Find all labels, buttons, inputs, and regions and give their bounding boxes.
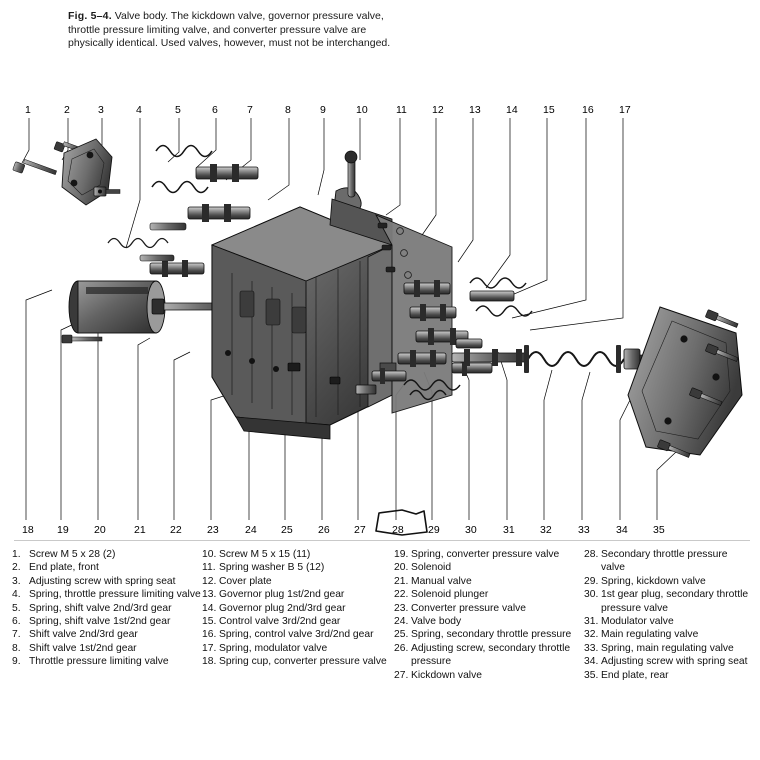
part-entry-21	[394, 575, 584, 588]
callout-13: 13	[469, 104, 481, 116]
part-label: Spring, converter pressure valve	[411, 549, 560, 560]
part-entry-17	[202, 642, 394, 655]
part-entry-12	[202, 575, 394, 588]
part-modulator-valve	[470, 291, 514, 301]
callout-19: 19	[57, 524, 69, 536]
part-label: Control valve 3rd/2nd gear	[219, 616, 341, 628]
callout-10: 10	[356, 104, 368, 116]
part-entry-20	[394, 561, 584, 574]
part-entry-11	[202, 561, 394, 574]
callout-33: 33	[578, 524, 590, 536]
part-number: 27.	[394, 669, 409, 681]
part-entry-31	[584, 615, 752, 628]
part-label: Spring, kickdown valve	[601, 575, 706, 587]
part-spring-modulator-valve	[476, 306, 532, 316]
part-group-governor-and-control-valves	[404, 278, 532, 345]
callout-7: 7	[247, 104, 253, 116]
part-entry-10	[202, 548, 394, 561]
exploded-valve-body-illustration	[0, 95, 760, 535]
part-entry-22	[394, 588, 584, 601]
part-entry-6	[12, 615, 202, 628]
callout-4: 4	[136, 104, 142, 116]
part-entry-28	[584, 548, 752, 575]
callout-21: 21	[134, 524, 146, 536]
part-label: Governor plug 1st/2nd gear	[219, 589, 345, 601]
part-entry-25	[394, 628, 584, 641]
parts-list	[12, 548, 752, 682]
part-group-front-end-plate	[13, 139, 168, 248]
part-number: 1.	[12, 549, 21, 560]
figure-caption	[68, 10, 398, 51]
part-label: Solenoid	[411, 562, 452, 574]
part-label: Solenoid plunger	[411, 589, 489, 601]
part-number: 23.	[394, 602, 409, 614]
part-label: Spring, modulator valve	[219, 642, 328, 654]
part-spring-main-regulating	[524, 345, 624, 373]
part-number: 12.	[202, 575, 217, 587]
part-label: Throttle pressure limiting valve	[29, 656, 169, 668]
part-label: Converter pressure valve	[411, 602, 527, 614]
part-label: Shift valve 2nd/3rd gear	[29, 629, 138, 641]
part-entry-33	[584, 642, 752, 655]
part-entry-35	[584, 669, 752, 682]
part-secondary-throttle-pressure-valve	[452, 360, 492, 376]
part-label: Modulator valve	[601, 616, 674, 628]
part-entry-29	[584, 575, 752, 588]
callout-9: 9	[320, 104, 326, 116]
part-group-rear-end-plate	[624, 307, 742, 459]
part-label: Screw M 5 x 15 (11)	[219, 549, 311, 560]
part-entry-7	[12, 628, 202, 641]
part-spring-throttle-pressure-limiting	[108, 239, 168, 248]
part-label: Adjusting screw with spring seat	[29, 575, 176, 587]
part-shift-valve-2nd-3rd	[196, 164, 258, 182]
callout-2: 2	[64, 104, 70, 116]
part-entry-34	[584, 655, 752, 668]
part-entry-32	[584, 628, 752, 641]
callout-22: 22	[170, 524, 182, 536]
part-number: 3.	[12, 575, 21, 587]
part-label: Spring, shift valve 1st/2nd gear	[29, 616, 171, 628]
part-number: 14.	[202, 602, 217, 614]
part-bolt-left-lower	[62, 335, 102, 343]
part-valve-body	[212, 207, 392, 439]
part-number: 17.	[202, 642, 217, 654]
part-number: 19.	[394, 549, 409, 560]
part-label: Spring, main regulating valve	[601, 642, 734, 654]
part-entry-3	[12, 575, 202, 588]
part-number: 16.	[202, 629, 217, 641]
part-entry-26	[394, 642, 584, 669]
part-number: 29.	[584, 575, 599, 587]
callout-20: 20	[94, 524, 106, 536]
part-number: 28.	[584, 549, 599, 560]
parts-column-3	[394, 548, 584, 682]
callout-12: 12	[432, 104, 444, 116]
part-number: 26.	[394, 642, 409, 654]
part-spring-shift-valve-1st-2nd	[152, 182, 208, 193]
part-entry-13	[202, 588, 394, 601]
part-entry-19	[394, 548, 584, 561]
part-number: 32.	[584, 629, 599, 641]
part-entry-18	[202, 655, 394, 668]
callout-8: 8	[285, 104, 291, 116]
part-number: 33.	[584, 642, 599, 654]
part-label: Valve body	[411, 616, 462, 628]
part-number: 22.	[394, 589, 409, 601]
part-number: 34.	[584, 656, 599, 668]
part-entry-4	[12, 588, 202, 601]
part-entry-30	[584, 588, 752, 615]
figure-caption-text: Valve body. The kickdown valve, governor pressure valve, throttle pressure limiting valve, and converter pressure valve are physically identical. Used valves, however, must not be interchanged.	[68, 10, 391, 49]
hand-drawn-annotation	[372, 505, 434, 539]
part-label: Adjusting screw with spring seat	[601, 656, 748, 668]
part-entry-27	[394, 669, 584, 682]
part-number: 15.	[202, 616, 217, 628]
part-entry-2	[12, 561, 202, 574]
part-label: Adjusting screw, secondary throttle pressure	[411, 642, 571, 668]
part-label: End plate, front	[29, 562, 99, 574]
part-spring-shift-valve-2nd-3rd	[156, 146, 212, 157]
part-label: Governor plug 2nd/3rd gear	[219, 602, 346, 614]
part-shift-valve-1st-2nd	[188, 204, 250, 222]
part-label: Spring washer B 5 (12)	[219, 562, 325, 574]
part-spring-control-valve-3rd-2nd	[470, 278, 526, 288]
part-solenoid	[69, 281, 165, 333]
callout-24: 24	[245, 524, 257, 536]
part-label: Manual valve	[411, 575, 472, 587]
part-entry-9	[12, 655, 202, 668]
part-number: 6.	[12, 616, 21, 628]
part-label: Spring, shift valve 2nd/3rd gear	[29, 602, 172, 614]
part-entry-23	[394, 602, 584, 615]
parts-column-2	[202, 548, 394, 682]
part-number: 5.	[12, 602, 21, 614]
part-label: Spring, secondary throttle pressure	[411, 629, 572, 641]
part-end-plate-rear	[628, 307, 742, 455]
part-label: Shift valve 1st/2nd gear	[29, 642, 137, 654]
part-label: Kickdown valve	[411, 669, 482, 681]
part-number: 2.	[12, 562, 21, 574]
callout-28: 28	[392, 524, 404, 536]
part-label: Cover plate	[219, 575, 272, 587]
part-group-main-regulating	[452, 291, 624, 373]
part-label: Secondary throttle pressure valve	[601, 549, 728, 574]
parts-list-divider	[14, 540, 750, 541]
part-screw-m5x28	[13, 159, 57, 174]
part-entry-16	[202, 628, 394, 641]
callout-30: 30	[465, 524, 477, 536]
callout-23: 23	[207, 524, 219, 536]
part-label: 1st gear plug, secondary throttle pressure valve	[601, 589, 749, 614]
part-adjusting-screw-secondary-throttle	[356, 385, 376, 394]
part-label: Screw M 5 x 28 (2)	[29, 549, 116, 560]
parts-column-1	[12, 548, 202, 682]
part-entry-15	[202, 615, 394, 628]
part-number: 9.	[12, 656, 21, 668]
part-number: 20.	[394, 562, 409, 574]
callout-25: 25	[281, 524, 293, 536]
callout-1: 1	[25, 104, 31, 116]
part-number: 18.	[202, 656, 217, 668]
part-label: End plate, rear	[601, 669, 669, 681]
callout-29: 29	[428, 524, 440, 536]
part-throttle-pressure-limiting-valve	[150, 260, 204, 277]
callout-14: 14	[506, 104, 518, 116]
part-entry-14	[202, 602, 394, 615]
part-entry-5	[12, 602, 202, 615]
callout-31: 31	[503, 524, 515, 536]
part-number: 35.	[584, 669, 599, 681]
part-number: 4.	[12, 589, 21, 601]
figure-label: Fig. 5–4.	[68, 10, 112, 22]
part-number: 8.	[12, 642, 21, 654]
part-label: Spring, control valve 3rd/2nd gear	[219, 629, 374, 641]
callout-16: 16	[582, 104, 594, 116]
callout-18: 18	[22, 524, 34, 536]
part-number: 25.	[394, 629, 409, 641]
part-number: 24.	[394, 616, 409, 628]
part-number: 30.	[584, 589, 599, 601]
callout-11: 11	[396, 104, 407, 116]
part-number: 7.	[12, 629, 21, 641]
callout-26: 26	[318, 524, 330, 536]
callout-15: 15	[543, 104, 555, 116]
part-entry-24	[394, 615, 584, 628]
part-number: 21.	[394, 575, 409, 587]
part-entry-1	[12, 548, 202, 561]
part-number: 11.	[202, 562, 216, 574]
part-entry-8	[12, 642, 202, 655]
part-label: Spring, throttle pressure limiting valve	[29, 589, 201, 601]
callout-5: 5	[175, 104, 181, 116]
callout-3: 3	[98, 104, 104, 116]
callout-27: 27	[354, 524, 366, 536]
callout-35: 35	[653, 524, 665, 536]
callout-6: 6	[212, 104, 218, 116]
part-label: Spring cup, converter pressure valve	[219, 656, 387, 668]
part-number: 10.	[202, 549, 217, 560]
callout-34: 34	[616, 524, 628, 536]
part-number: 31.	[584, 616, 599, 628]
callout-32: 32	[540, 524, 552, 536]
part-number: 13.	[202, 589, 217, 601]
parts-column-4	[584, 548, 752, 682]
part-label: Main regulating valve	[601, 629, 699, 641]
part-1st-gear-plug-secondary-throttle	[456, 339, 482, 348]
callout-17: 17	[619, 104, 631, 116]
